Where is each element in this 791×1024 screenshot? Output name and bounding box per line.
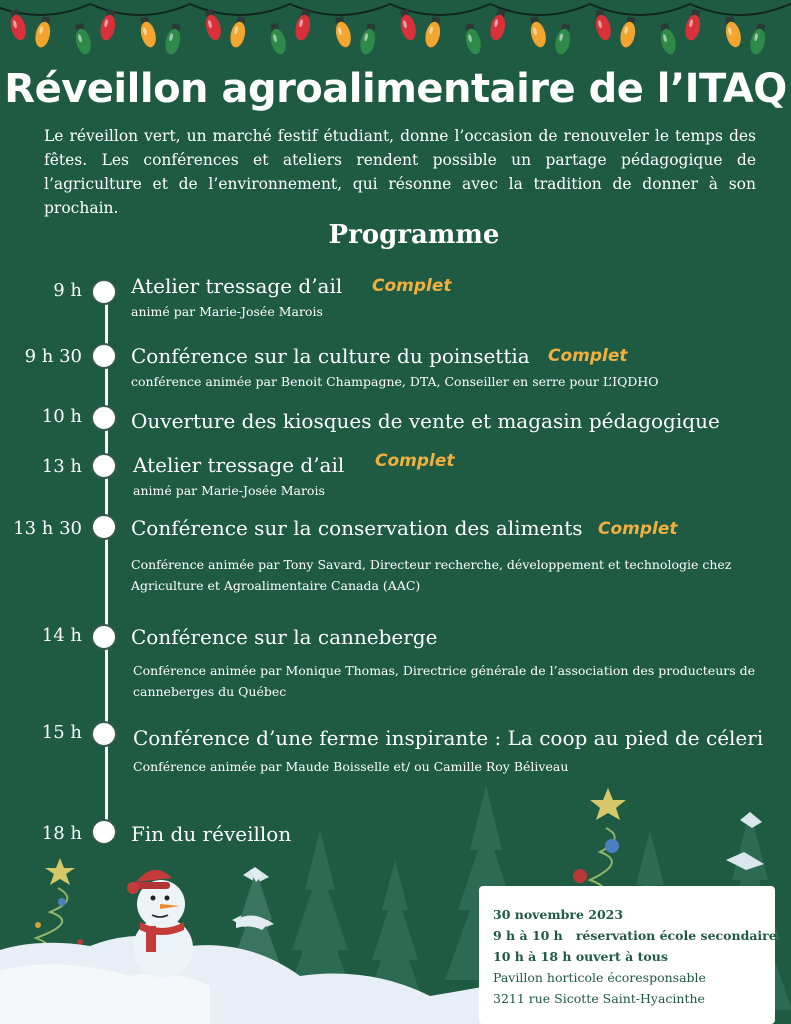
complet-badge: Complet: [598, 519, 678, 539]
light-bulb-icon: [553, 23, 573, 56]
intro-paragraph: Le réveillon vert, un marché festif étudiant, donne l’occasion de renouveler le temps des fêtes. Les conférences et ateliers rendent possible un partage pédagogique de l’agriculture et de l’environnement, qui résonne avec la tradition de donner à son prochain.: [44, 127, 756, 217]
light-bulb-icon: [358, 23, 378, 56]
schedule-public: 10 h à 18 h ouvert à tous: [493, 949, 668, 964]
event-date: 30 novembre 2023: [493, 907, 624, 922]
light-bulb-icon: [657, 22, 678, 55]
event-description: animé par Marie-Josée Marois: [133, 483, 325, 498]
light-bulb-icon: [618, 16, 638, 49]
event-description: Conférence animée par Tony Savard, Directeur recherche, développement et technologie chez Agriculture et Agroalimentaire Canada (AAC): [131, 557, 732, 593]
program-heading: Programme: [328, 220, 500, 250]
event-title: Ouverture des kiosques de vente et magasin pédagogique: [131, 409, 720, 433]
event-time: 13 h: [41, 456, 82, 477]
venue-name: Pavillon horticole écoresponsable: [493, 970, 706, 985]
timeline-dot: [91, 514, 117, 540]
light-bulb-icon: [592, 8, 613, 41]
light-bulb-icon: [33, 16, 53, 49]
event-title: Conférence sur la culture du poinsettia: [131, 344, 530, 368]
light-bulb-icon: [332, 15, 353, 48]
event-description: animé par Marie-Josée Marois: [131, 304, 323, 319]
event-description: Conférence animée par Maude Boisselle et/ ou Camille Roy Béliveau: [133, 759, 569, 774]
timeline-dot: [91, 624, 117, 650]
event-time: 14 h: [41, 625, 82, 646]
complet-badge: Complet: [375, 451, 455, 471]
venue-address: 3211 rue Sicotte Saint-Hyacinthe: [493, 991, 705, 1006]
event-title: Conférence sur la canneberge: [131, 625, 438, 649]
light-bulb-icon: [462, 22, 483, 55]
light-bulb-icon: [72, 22, 93, 55]
light-bulb-icon: [397, 8, 418, 41]
complet-badge: Complet: [372, 276, 452, 296]
complet-badge: Complet: [548, 346, 628, 366]
event-description: Conférence animée par Monique Thomas, Directrice générale de l’association des producteurs de canneberges du Québec: [133, 663, 756, 699]
light-bulb-icon: [683, 9, 703, 42]
snowman-icon: [127, 870, 193, 978]
christmas-lights-icon: [0, 0, 791, 70]
event-time: 13 h 30: [13, 518, 82, 539]
event-title: Atelier tressage d’ail: [133, 453, 345, 477]
timeline-dot: [91, 721, 117, 747]
timeline-dot: [91, 819, 117, 845]
event-title: Conférence sur la conservation des aliments: [131, 516, 583, 540]
timeline-dot: [91, 279, 117, 305]
light-bulb-icon: [748, 23, 768, 56]
light-bulb-icon: [267, 22, 288, 55]
light-bulb-icon: [722, 15, 743, 48]
light-bulb-icon: [293, 9, 313, 42]
page-title: Réveillon agroalimentaire de l’ITAQ: [4, 66, 787, 112]
event-title: Fin du réveillon: [131, 822, 292, 846]
timeline-line: [105, 292, 108, 832]
event-time: 15 h: [41, 722, 82, 743]
event-title: Conférence d’une ferme inspirante : La coop au pied de céleri: [133, 726, 764, 750]
light-bulb-icon: [228, 16, 248, 49]
timeline-dot: [91, 405, 117, 431]
schedule-school: 9 h à 10 h réservation école secondaire: [493, 928, 777, 943]
event-title: Atelier tressage d’ail: [131, 274, 343, 298]
event-time: 9 h 30: [24, 346, 82, 367]
light-bulb-icon: [137, 15, 158, 48]
info-box: [479, 886, 775, 1024]
light-bulb-icon: [527, 15, 548, 48]
light-bulb-icon: [163, 23, 183, 56]
timeline-dot: [91, 343, 117, 369]
event-time: 18 h: [41, 823, 82, 844]
timeline-dot: [91, 453, 117, 479]
event-time: 10 h: [41, 406, 82, 427]
event-time: 9 h: [53, 280, 82, 301]
light-bulb-icon: [98, 9, 118, 42]
event-description: conférence animée par Benoit Champagne, DTA, Conseiller en serre pour L’IQDHO: [131, 374, 659, 389]
light-bulb-icon: [488, 9, 508, 42]
light-bulb-icon: [423, 16, 443, 49]
